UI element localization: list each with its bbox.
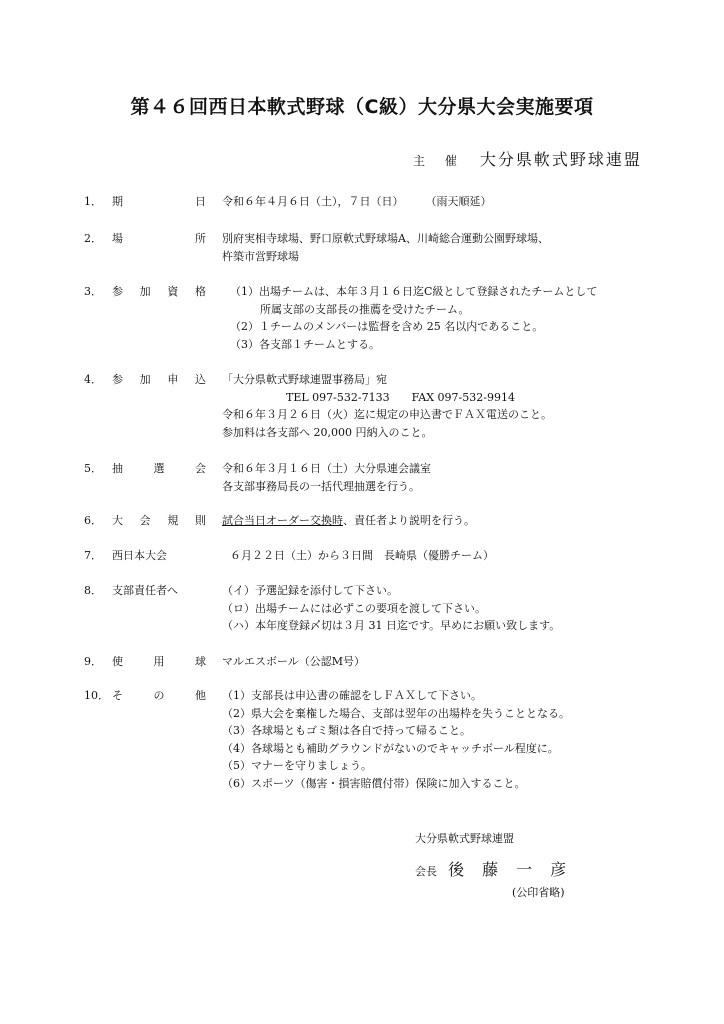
section-label [112,283,206,299]
label-char: 申 [167,373,179,386]
section-number: 4． [84,373,102,386]
seal-note: (公印省略) [512,886,565,899]
underlined-text: 試合当日オーダー交換時 [222,514,343,527]
label-char: 会 [195,462,206,475]
label-char: 用 [153,655,165,668]
body-line: （ロ）出場チームには必ずこの要項を渡して下さい。 [222,601,486,615]
body-line: （3）各支部１チームとする。 [230,337,380,351]
label-char: 場 [112,232,123,245]
body-line: マルエスボール（公認M号） [222,655,366,668]
body-line: 「大分県軟式野球連盟事務局」宛 [222,373,387,386]
label-char: 日 [195,195,206,208]
section-label [112,193,206,209]
section-label: 西日本大会 [112,549,167,562]
sponsor-label: 主 催 [413,154,465,168]
section-number: 3． [84,285,102,298]
footer-chair [415,857,584,880]
section-number: 7． [84,549,102,562]
section-label [112,230,206,246]
label-char: 参 [112,373,123,386]
section-number: 8． [84,584,102,597]
section-body [222,460,702,495]
document-title: 第４６回西日本軟式野球（C級）大分県大会実施要項 [130,96,594,118]
label-char: 加 [139,285,151,298]
body-line: （ハ）本年度登録〆切は３月 31 日迄です。早めにお願い致します。 [222,619,561,633]
section-label [112,460,206,476]
label-char: 資 [167,285,179,298]
label-char: 所 [195,232,206,245]
sponsor-org: 大分県軟式野球連盟 [479,150,642,169]
body-line: （4）各球場とも補助グラウンドがないのでキャッチボール程度に。 [222,741,559,755]
section-body [222,371,702,441]
section-body [222,230,702,265]
label-char: そ [112,689,123,702]
section-label [112,653,206,669]
label-char: 参 [112,285,123,298]
sponsor-line [413,147,642,170]
section-label [112,687,206,703]
label-char: 期 [112,195,123,208]
tel-number: TEL 097-532-7133 [286,390,390,404]
body-line: 各支部事務局長の一括代理抽選を行う。 [222,479,420,493]
body-line: （3）各球場ともゴミ類は各自で持って帰ること。 [222,724,471,738]
label-char: 球 [195,655,206,668]
label-char: 大 [112,514,123,527]
event-date: 令和６年４月６日（土），７日（日） [222,195,404,208]
label-char: 他 [195,689,206,702]
label-char: 使 [112,655,123,668]
label-char: 加 [139,373,151,386]
section-number: 10． [84,689,109,702]
section-label [112,371,206,387]
fax-number: FAX 097-532-9914 [411,390,515,404]
chair-label: 会長 [415,865,437,878]
body-line: 参加料は各支部へ 20,000 円納入のこと。 [222,425,433,439]
contact-line [222,389,702,407]
label-char: 会 [139,514,151,527]
section-number: 9． [84,655,102,668]
body-line: 杵築市営野球場 [222,249,299,263]
label-char: 抽 [112,462,123,475]
label-char: 格 [194,285,206,298]
body-line: （5）マナーを守りましょう。 [222,759,372,773]
body-line: （イ）予選記録を添付して下さい。 [222,584,398,597]
label-char: 規 [167,514,179,527]
body-line: 令和６年３月１６日（土）大分県連会議室 [222,462,431,475]
section-number: 5． [84,462,102,475]
section-body [222,687,702,793]
body-text: 、責任者より説明を行う。 [343,514,475,527]
section-number: 2． [84,232,102,245]
section-label [112,512,206,528]
body-line [222,193,702,211]
section-body [222,547,702,565]
section-number: 6． [84,514,102,527]
label-char: 込 [194,373,206,386]
body-line: （1）出場チームは、本年３月１６日迄C級として登録されたチームとして [230,285,598,298]
section-body [222,283,702,353]
body-line: （1）支部長は申込書の確認をしＦＡＸして下さい。 [222,689,482,702]
body-line [222,512,702,530]
body-line: ６月２２日（土）から３日間 長崎県（優勝チーム） [230,549,494,562]
section-label: 支部責任者へ [112,584,178,597]
body-line: （2）県大会を棄権した場合、支部は翌年の出場枠を失うこととなる。 [222,706,570,720]
section-body [222,512,702,530]
label-char: 選 [153,462,165,475]
footer-organization: 大分県軟式野球連盟 [415,832,514,845]
label-char: 則 [194,514,206,527]
section-number: 1． [84,195,102,208]
section-body [222,582,702,635]
rain-note: （雨天順延） [425,195,492,208]
body-line: （2）１チームのメンバーは監督を含め 25 名以内であること。 [230,320,544,334]
label-char: の [153,689,165,702]
body-line: 別府実相寺球場、野口原軟式野球場A、川崎総合運動公園野球場、 [222,232,549,245]
chair-name: 後藤一彦 [448,860,585,879]
section-body [222,653,702,671]
body-line: （6）スポーツ（傷害・損害賠償付帯）保険に加入すること。 [222,776,526,790]
section-body [222,193,702,211]
body-line: 所属支部の支部長の推薦を受けたチーム。 [260,302,470,316]
body-line: 令和６年３月２６日（火）迄に規定の申込書でＦＡＸ電送のこと。 [222,408,552,422]
